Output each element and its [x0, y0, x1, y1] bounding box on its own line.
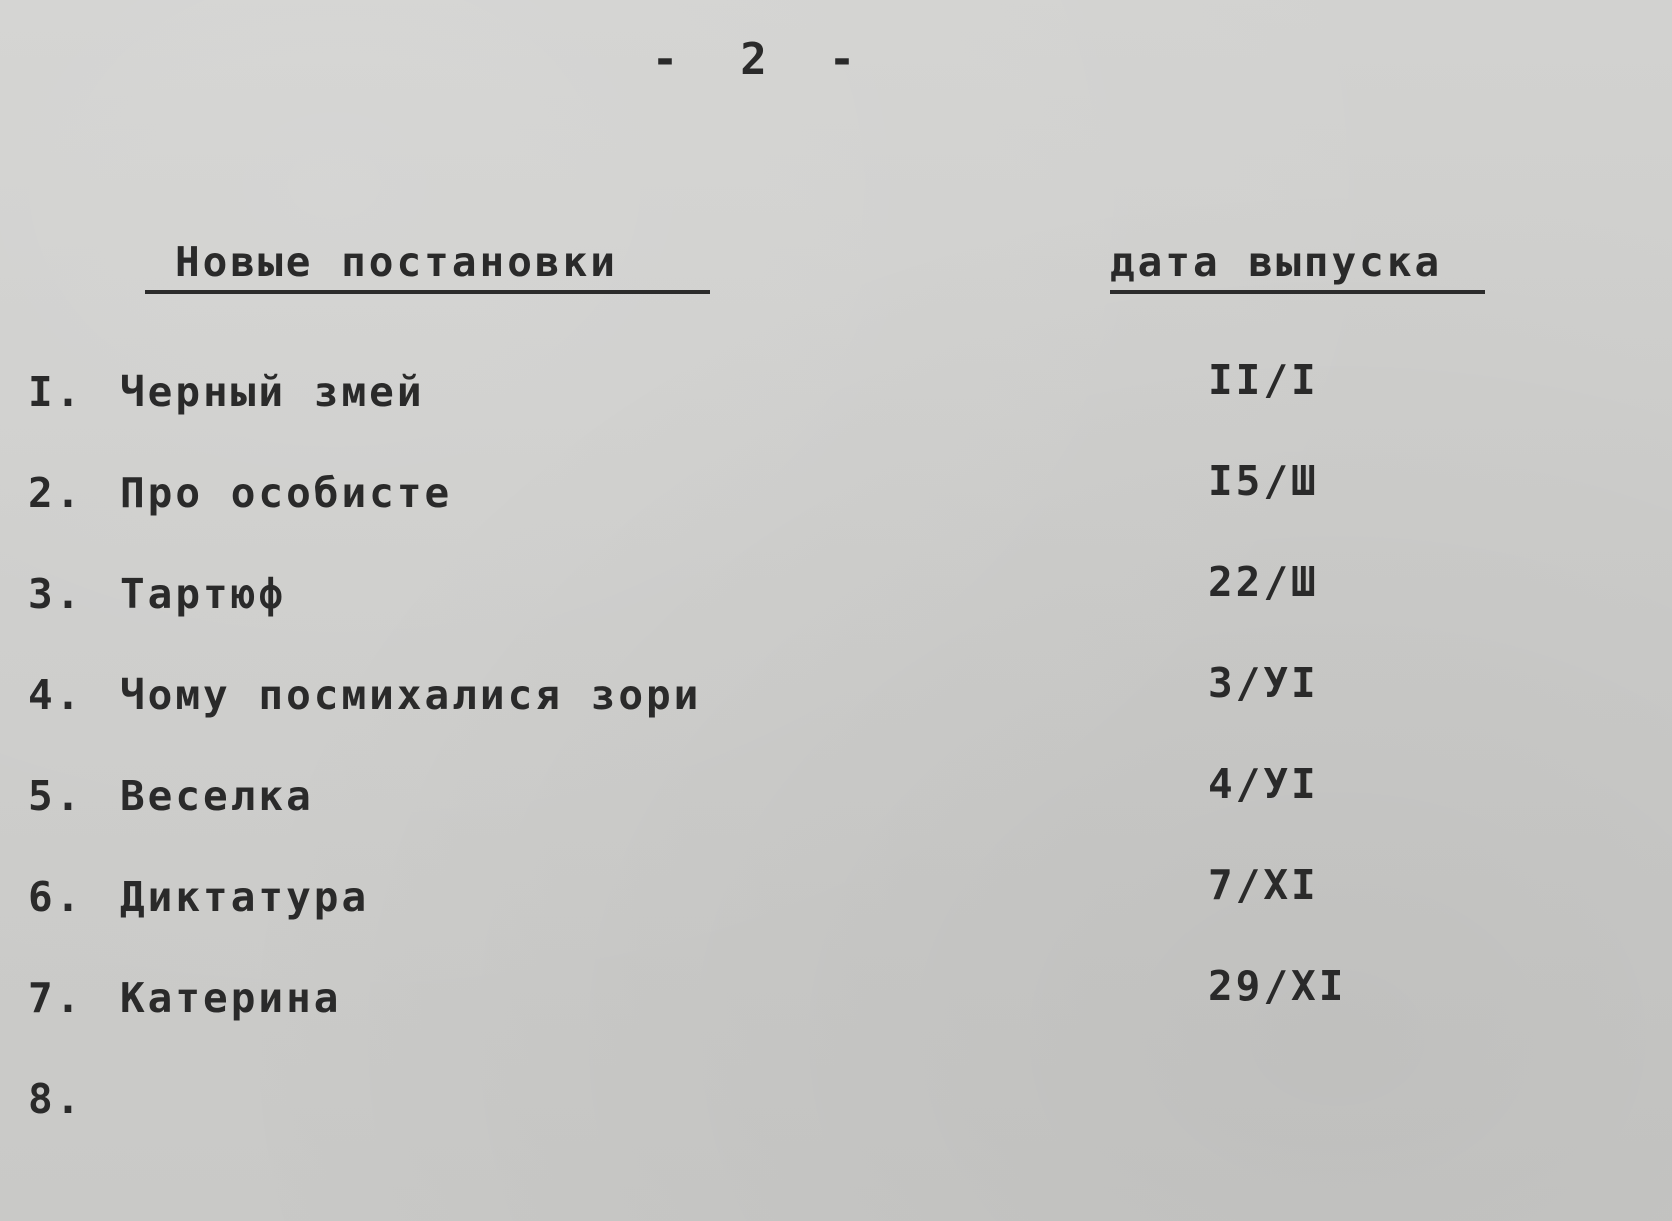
list-item [28, 1075, 1588, 1176]
item-date: 7/XI [1208, 861, 1319, 909]
item-title: Катерина [120, 974, 342, 1022]
list-item [28, 760, 1588, 873]
item-number: 8. [28, 1075, 84, 1123]
item-number: 5. [28, 772, 84, 820]
item-number: I. [28, 368, 84, 416]
item-number: 3. [28, 570, 84, 618]
item-number: 6. [28, 873, 84, 921]
item-title: Тартюф [120, 570, 287, 618]
item-number: 2. [28, 469, 84, 517]
item-number: 4. [28, 671, 84, 719]
item-date: II/I [1208, 356, 1319, 404]
item-date: 22/Ш [1208, 558, 1319, 606]
list-item [28, 356, 1588, 469]
item-title: Чому посмихалися зори [120, 671, 702, 719]
list-item [28, 457, 1588, 570]
item-number: 7. [28, 974, 84, 1022]
page-number: - 2 - [651, 34, 859, 85]
list-item [28, 962, 1588, 1075]
item-date: I5/Ш [1208, 457, 1319, 505]
header-new-productions: Новые постановки [145, 238, 710, 294]
item-title: Про особисте [120, 469, 453, 517]
item-date: 3/УI [1208, 659, 1319, 707]
item-title: Веселка [120, 772, 314, 820]
item-title: Диктатура [120, 873, 370, 921]
list-item [28, 558, 1588, 671]
item-title: Черный змей [120, 368, 425, 416]
header-release-date: дата выпуска [1110, 238, 1485, 294]
item-date: 4/УI [1208, 760, 1319, 808]
item-date: 29/XI [1208, 962, 1347, 1010]
productions-list [28, 356, 1588, 1176]
list-item [28, 659, 1588, 772]
list-item [28, 861, 1588, 974]
